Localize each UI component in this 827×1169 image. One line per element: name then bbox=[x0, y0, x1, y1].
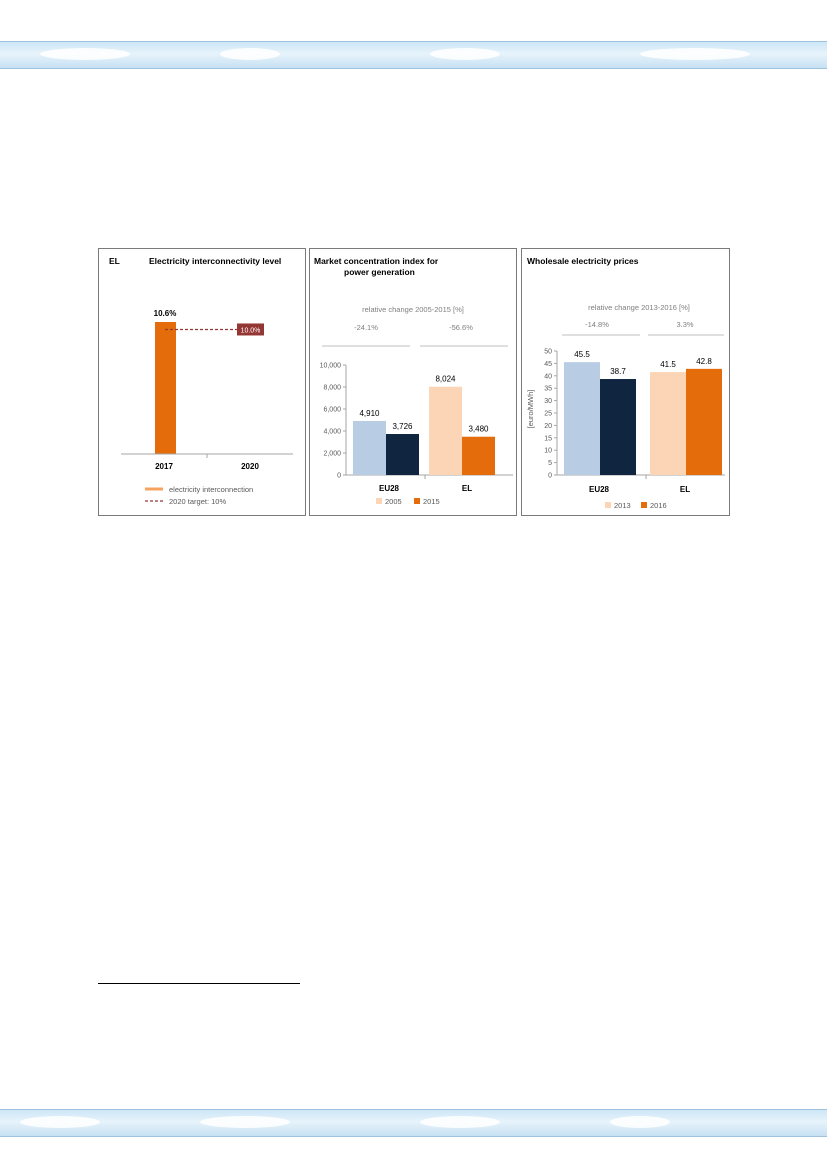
y-tick-label: 8,000 bbox=[323, 384, 341, 392]
data-label: 10.6% bbox=[153, 309, 177, 318]
bar bbox=[353, 421, 386, 475]
bar bbox=[686, 369, 722, 475]
bar bbox=[600, 379, 636, 475]
wholesale-prices-panel bbox=[521, 248, 730, 516]
relative-change-title: relative change 2005-2015 [%] bbox=[362, 305, 464, 314]
y-tick-label: 0 bbox=[548, 472, 552, 480]
wholesale-prices-chart bbox=[522, 249, 729, 515]
relative-change-value: -24.1% bbox=[354, 323, 378, 332]
target-label: 10.0% bbox=[240, 327, 261, 335]
y-tick-label: 20 bbox=[544, 422, 552, 430]
bar bbox=[386, 434, 419, 475]
y-tick-label: 2,000 bbox=[323, 450, 341, 458]
x-tick-label: 2020 bbox=[241, 462, 259, 471]
legend-label: 2015 bbox=[423, 497, 440, 506]
y-tick-label: 10 bbox=[544, 447, 552, 455]
y-axis-label: [euro/MWh] bbox=[526, 389, 535, 429]
interconnectivity-panel bbox=[98, 248, 306, 516]
data-label: 3,480 bbox=[468, 424, 489, 434]
legend-label: 2016 bbox=[650, 501, 667, 510]
header-band bbox=[0, 41, 827, 69]
x-tick-label: EU28 bbox=[378, 484, 400, 493]
data-label: 8,024 bbox=[435, 374, 456, 384]
data-label: 45.5 bbox=[574, 350, 590, 360]
cloud-decoration bbox=[20, 1116, 100, 1128]
y-tick-label: 30 bbox=[544, 398, 552, 406]
y-tick-label: 4,000 bbox=[323, 428, 341, 436]
x-tick-label: EU28 bbox=[588, 485, 610, 494]
footer-band bbox=[0, 1109, 827, 1137]
y-tick-label: 0 bbox=[337, 472, 341, 480]
bar bbox=[564, 362, 600, 475]
cloud-decoration bbox=[420, 1116, 500, 1128]
chart-title: Electricity interconnectivity level bbox=[149, 256, 282, 266]
y-tick-label: 25 bbox=[544, 410, 552, 418]
cloud-decoration bbox=[430, 48, 500, 60]
bar bbox=[462, 437, 495, 475]
y-tick-label: 40 bbox=[544, 373, 552, 381]
bar bbox=[650, 372, 686, 475]
chart-title: Wholesale electricity prices bbox=[527, 256, 639, 266]
chart-title: power generation bbox=[344, 267, 415, 277]
legend-label: 2013 bbox=[614, 501, 631, 510]
footnote-rule bbox=[98, 983, 300, 984]
data-label: 4,910 bbox=[359, 408, 380, 418]
y-tick-label: 5 bbox=[548, 460, 552, 468]
cloud-decoration bbox=[610, 1116, 670, 1128]
data-label: 42.8 bbox=[696, 356, 712, 366]
data-label: 41.5 bbox=[660, 360, 676, 370]
legend-swatch bbox=[376, 498, 382, 504]
chart-title: Market concentration index for bbox=[314, 256, 439, 266]
cloud-decoration bbox=[40, 48, 130, 60]
data-label: 3,726 bbox=[392, 422, 413, 432]
y-tick-label: 50 bbox=[544, 348, 552, 356]
relative-change-value: -14.8% bbox=[585, 320, 609, 329]
market-concentration-panel bbox=[309, 248, 517, 516]
relative-change-value: -56.6% bbox=[449, 323, 473, 332]
legend-label: 2005 bbox=[385, 497, 402, 506]
relative-change-value: 3.3% bbox=[676, 320, 694, 329]
bar bbox=[429, 387, 462, 475]
y-tick-label: 10,000 bbox=[319, 362, 341, 370]
market-concentration-chart bbox=[310, 249, 516, 515]
y-tick-label: 6,000 bbox=[323, 406, 341, 414]
x-tick-label: EL bbox=[679, 485, 691, 494]
legend-label: electricity interconnection bbox=[169, 485, 254, 494]
relative-change-title: relative change 2013-2016 [%] bbox=[588, 303, 690, 312]
data-label: 38.7 bbox=[610, 367, 626, 377]
chart-title-prefix: EL bbox=[109, 256, 120, 266]
y-tick-label: 15 bbox=[544, 435, 552, 443]
legend-label: 2020 target: 10% bbox=[169, 497, 227, 506]
legend-swatch bbox=[641, 502, 647, 508]
legend-swatch bbox=[605, 502, 611, 508]
interconnectivity-chart bbox=[99, 249, 305, 515]
x-tick-label: 2017 bbox=[155, 462, 173, 471]
bar bbox=[155, 322, 176, 454]
x-tick-label: EL bbox=[461, 484, 473, 493]
cloud-decoration bbox=[220, 48, 280, 60]
cloud-decoration bbox=[200, 1116, 290, 1128]
legend-swatch bbox=[414, 498, 420, 504]
cloud-decoration bbox=[640, 48, 750, 60]
y-tick-label: 35 bbox=[544, 385, 552, 393]
y-tick-label: 45 bbox=[544, 360, 552, 368]
